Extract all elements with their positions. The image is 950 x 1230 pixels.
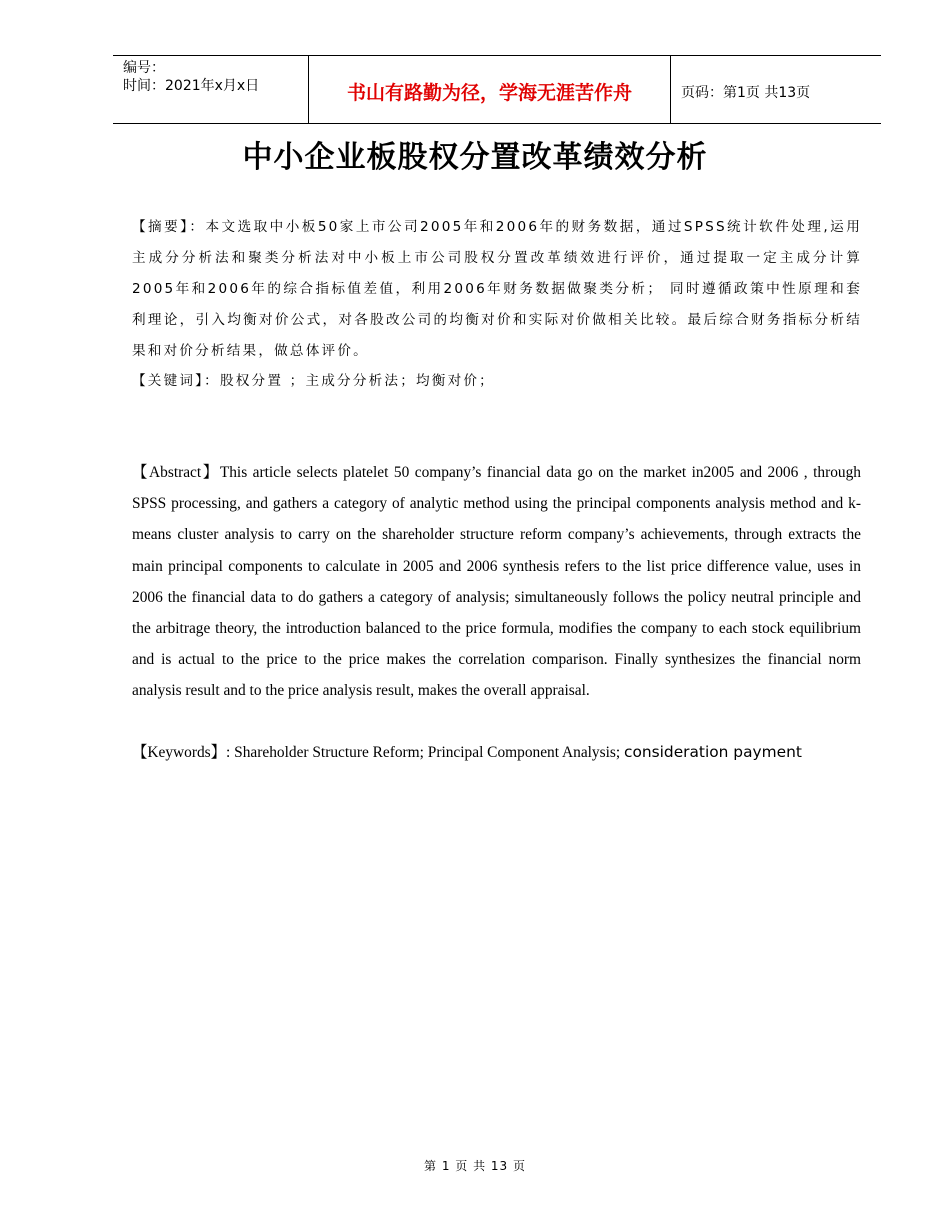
header-motto: 书山有路勤为径，学海无涯苦作舟 bbox=[309, 56, 671, 123]
english-keywords-last: consideration payment bbox=[624, 743, 802, 761]
document-number-label: 编号： bbox=[123, 60, 165, 76]
document-time-label: 时间：2021年x月x日 bbox=[123, 78, 260, 94]
english-keywords bbox=[132, 737, 872, 768]
chinese-abstract: 【摘要】：本文选取中小板50家上市公司2005年和2006年的财务数据，通过SPSS统计软件处理,运用主成分分析法和聚类分析法对中小板上市公司股权分置改革绩效进行评价，通过提取一定主成分计算2005年和2006年的综合指标值差值，利用2006年财务数据做聚类分析； 同时遵循政策中性原理和套利理论，引入均衡对价公式，对各股改公司的均衡对价和实际对价做相关比较。最后综合财务指标分析结果和对价分析结果，做总体评价。 bbox=[132, 219, 862, 359]
chinese-keywords: 【关键词】：股权分置 ；主成分分析法；均衡对价； bbox=[132, 373, 495, 389]
english-abstract: 【Abstract】This article selects platelet 50 company’s financial data go on the market in2005 and 2006 , through SPSS processing, and gathers a category of analytic method using the principal components analysis method and k-means cluster analysis to carry on the shareholder structure reform company’s achievements, through extracts the main principal components to calculate in 2005 and 2006 synthesis refers to the list price difference value, uses in 2006 the financial data to do gathers a category of analysis; simultaneously follows the policy neutral principle and the arbitrage theory, the introduction balanced to the price formula, modifies the company to each stock equilibrium and is actual to the price to the price makes the correlation comparison. Finally synthesizes the financial norm analysis result and to the price analysis result, makes the overall appraisal. bbox=[132, 464, 861, 700]
page-header bbox=[113, 55, 881, 124]
page-footer: 第 1 页 共 13 页 bbox=[424, 1159, 526, 1173]
header-page-info: 页码：第1页 共13页 bbox=[681, 84, 811, 101]
document-title: 中小企业板股权分置改革绩效分析 bbox=[242, 140, 708, 175]
header-meta bbox=[113, 56, 309, 123]
english-keywords-main: 【Keywords】: Shareholder Structure Reform; Principal Component Analysis; bbox=[132, 744, 624, 761]
